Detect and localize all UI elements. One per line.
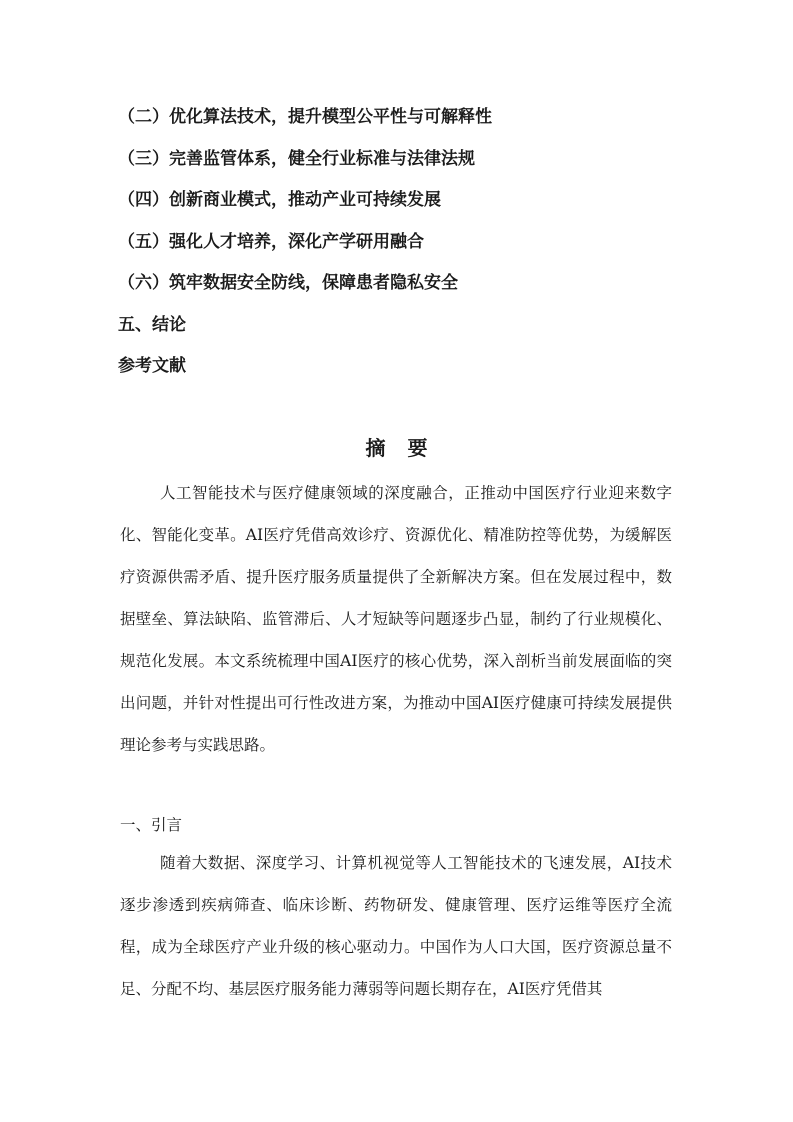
toc-item-5: （五）强化人才培养，深化产学研用融合 (118, 231, 424, 252)
toc-item-3: （三）完善监管体系，健全行业标准与法律法规 (118, 148, 475, 169)
toc-item-4: （四）创新商业模式，推动产业可持续发展 (118, 190, 441, 210)
intro-body: 随着大数据、深度学习、计算机视觉等人工智能技术的飞速发展，AI技术逐步渗透到疾病筛查、临床诊断、药物研发、健康管理、医疗运维等医疗全流程，成为全球医疗产业升级的核心驱动力。中国作为人口大国，医疗资源总量不足、分配不均、基层医疗服务能力薄弱等问题长期存在，AI医疗凭借其 (120, 854, 672, 998)
toc-item-2: （二）优化算法技术，提升模型公平性与可解释性 (118, 107, 492, 127)
table-of-contents (118, 100, 678, 391)
abstract-title: 摘要 (365, 436, 450, 460)
toc-item-conclusion: 五、结论 (118, 314, 186, 335)
toc-item-6: （六）筑牢数据安全防线，保障患者隐私安全 (118, 273, 458, 293)
intro-heading: 一、引言 (120, 816, 183, 834)
abstract-body: 人工智能技术与医疗健康领域的深度融合，正推动中国医疗行业迎来数字化、智能化变革。AI医疗凭借高效诊疗、资源优化、精准防控等优势，为缓解医疗资源供需矛盾、提升医疗服务质量提供了全新解决方案。但在发展过程中，数据壁垒、算法缺陷、监管滞后、人才短缺等问题逐步凸显，制约了行业规模化、规范化发展。本文系统梳理中国AI医疗的核心优势，深入剖析当前发展面临的突出问题，并针对性提出可行性改进方案，为推动中国AI医疗健康可持续发展提供理论参考与实践思路。 (120, 484, 672, 754)
toc-item-references: 参考文献 (118, 356, 186, 376)
